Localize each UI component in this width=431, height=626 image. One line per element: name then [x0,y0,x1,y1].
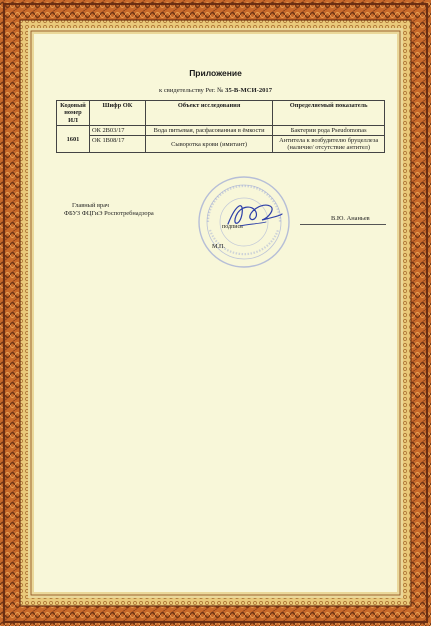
signature-line [300,224,386,225]
cipher-cell: ОК 2В03/17 [89,126,145,136]
lab-code-cell: 1601 [57,126,90,153]
signatory-title: Главный врач [72,202,109,209]
certificate-number: 35-В-МСИ-2017 [225,87,273,94]
header-indicator: Определяемый показатель [273,101,385,126]
indicator-cell: Бактерии рода Pseudomonas [273,126,385,136]
indicator-cell: Антитела к возбудителю бруцеллеза (наличие/ отсутствие антител) [273,136,385,153]
signatory-organization: ФБУЗ ФЦГиЭ Роспотребнадзора [64,210,154,217]
header-object: Объект исследования [145,101,273,126]
object-cell: Вода питьевая, расфасованная в ёмкости [145,126,273,136]
indicators-table [56,100,385,153]
signatory-name: В.Ю. Ананьев [331,215,370,222]
header-code: Кодовый номер ИЛ [57,101,90,126]
table-row [57,136,385,153]
table-row [57,126,385,136]
subtitle-prefix: к свидетельству Рег. № [158,87,224,94]
cipher-cell: ОК 1В08/17 [89,136,145,153]
document-heading: Приложение [189,68,242,78]
seal-placeholder-label: М.П. [212,243,226,250]
object-cell: Сыворотка крови (имитант) [145,136,273,153]
document-subtitle [0,87,431,94]
signature-caption: подпись [222,224,243,230]
table-header-row [57,101,385,126]
header-cipher: Шифр ОК [89,101,145,126]
